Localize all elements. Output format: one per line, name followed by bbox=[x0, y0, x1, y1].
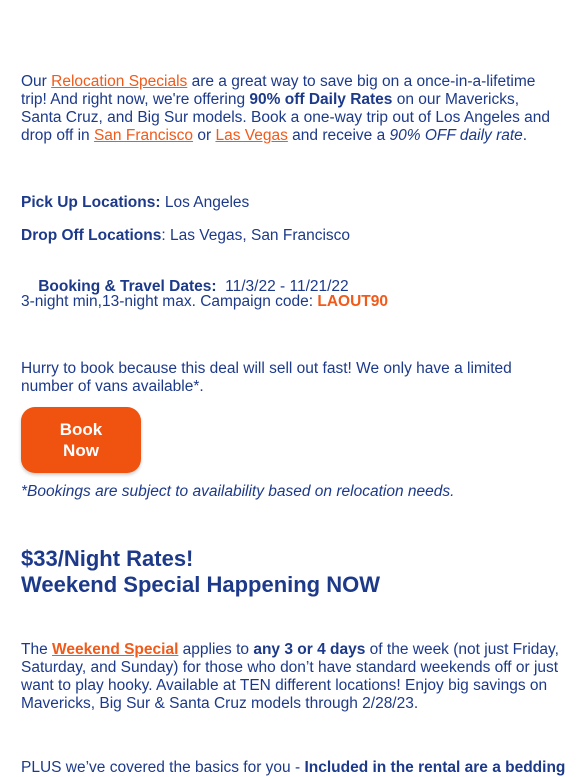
san-francisco-link[interactable]: San Francisco bbox=[93, 127, 194, 144]
section-heading: $33/Night Rates! Weekend Special Happening NOW bbox=[21, 546, 380, 597]
plus-paragraph: PLUS we’ve covered the basics for you - Included in the rental are a bedding bbox=[21, 759, 566, 776]
disclaimer: *Bookings are subject to availability based on relocation needs. bbox=[21, 483, 455, 500]
las-vegas-link[interactable]: Las Vegas bbox=[215, 127, 288, 144]
weekend-paragraph: The Weekend Special applies to any 3 or 4 days of the week (not just Friday, Saturday, and Sunday) for those who don’t have standard weekends off or just want to play hooky. Available at TEN different locations! Enjoy big savings on Mavericks, Big Sur & Santa Cruz models through 2/28/23. bbox=[21, 641, 559, 712]
book-now-button[interactable]: Book Now bbox=[21, 407, 141, 473]
dropoff-locations: Drop Off Locations: Las Vegas, San Francisco bbox=[21, 227, 351, 244]
intro-paragraph: Our Relocation Specials are a great way to save big on a once-in-a-lifetime trip! And right now, we're offering 90% off Daily Rates on our Mavericks, Santa Cruz, and Big Sur models. Book a one-way trip out of Los Angeles and drop off in San Francisco or Las Vegas and receive a 90% OFF daily rate. bbox=[21, 73, 551, 144]
campaign-code-line: 3-night min,13-night max. Campaign code: LAOUT90 bbox=[21, 293, 389, 310]
relocation-specials-link[interactable]: Relocation Specials bbox=[51, 73, 188, 90]
campaign-code: LAOUT90 bbox=[317, 293, 389, 310]
pickup-locations: Pick Up Locations: Los Angeles bbox=[21, 194, 250, 211]
hurry-paragraph: Hurry to book because this deal will sell out fast! We only have a limited number of vans available*. bbox=[21, 360, 512, 395]
weekend-special-link[interactable]: Weekend Special bbox=[52, 641, 179, 658]
booking-dates: Booking & Travel Dates: 11/3/22 - 11/21/22 bbox=[38, 278, 349, 295]
